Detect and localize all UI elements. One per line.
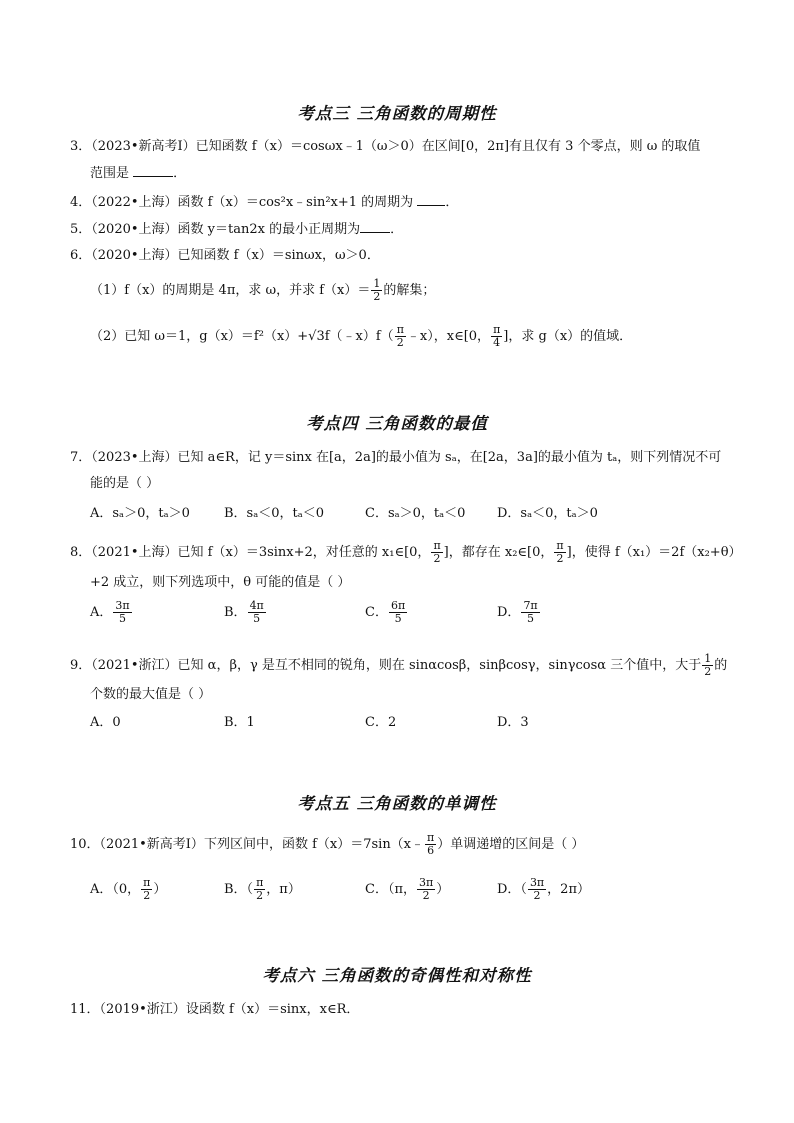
- option-a[interactable]: A． $\frac{3\pi}{5}$: [90, 599, 130, 625]
- answer-blank[interactable]: [133, 164, 173, 177]
- option-c[interactable]: C．sₐ＞0，tₐ＜0: [365, 506, 466, 521]
- fraction: $\frac{\pi}{2}$: [396, 323, 404, 349]
- fraction: $\frac{3\pi}{2}$: [529, 876, 545, 902]
- fraction: $\frac{7\pi}{5}$: [523, 599, 538, 625]
- question-10: 10．（2021•新高考Ⅰ）下列区间中，函数 f（x）＝7sin（x﹣ $\frac{\pi}{6}$ ）单调递增的区间是（ ）: [70, 831, 585, 857]
- fraction: $\frac{1}{2}$: [373, 277, 381, 303]
- question-8-line-2: +2 成立，则下列选项中，θ 可能的值是（ ）: [90, 575, 351, 590]
- question-9-line-1: 9．（2021•浙江）已知 α，β，γ 是互不相同的锐角，则在 sinαcosβ，sinβcosγ，sinγcosα 三个值中，大于 $\frac{1}{2}$ 的: [70, 652, 728, 678]
- fraction: $\frac{6\pi}{5}$: [390, 599, 406, 625]
- fraction: $\frac{\pi}{2}$: [433, 539, 441, 565]
- fraction: $\frac{\pi}{2}$: [256, 876, 264, 902]
- section-heading-6: 考点六 三角函数的奇偶性和对称性: [262, 966, 532, 985]
- option-b[interactable]: B．1: [224, 715, 255, 730]
- section-heading-3: 考点三 三角函数的周期性: [297, 104, 497, 123]
- section-heading-4: 考点四 三角函数的最值: [306, 414, 488, 433]
- option-b[interactable]: B．sₐ＜0，tₐ＜0: [224, 506, 325, 521]
- question-4: 4．（2022•上海）函数 f（x）＝cos²x﹣sin²x+1 的周期为 ．: [70, 195, 459, 210]
- question-3-line-1: 3．（2023•新高考Ⅰ）已知函数 f（x）＝cosωx﹣1（ω＞0）在区间[0，2π]有且仅有 3 个零点，则 ω 的取值: [70, 139, 701, 154]
- question-8-line-1: 8．（2021•上海）已知 f（x）＝3sinx+2，对任意的 x₁∈[0， $\frac{\pi}{2}$ ]，都存在 x₂∈[0， $\frac{\pi}{2}$ ]，使得 f（x₁）＝2f（x₂+θ）: [70, 539, 742, 565]
- fraction: $\frac{1}{2}$: [704, 652, 712, 678]
- option-a[interactable]: A．sₐ＞0，tₐ＞0: [90, 506, 190, 521]
- question-3-line-2: 范围是 ．: [90, 166, 187, 181]
- question-6-part-2: （2）已知 ω＝1，g（x）＝f²（x）+√3f（﹣x）f（ $\frac{\pi}{2}$ ﹣x），x∈[0， $\frac{\pi}{4}$ ]，求 g（x）的值域．: [90, 323, 633, 349]
- answer-blank[interactable]: [360, 220, 390, 233]
- fraction: $\frac{\pi}{4}$: [493, 323, 501, 349]
- option-c[interactable]: C． $\frac{6\pi}{5}$: [365, 599, 406, 625]
- question-9-line-2: 个数的最大值是（ ）: [90, 687, 212, 702]
- question-7-line-1: 7．（2023•上海）已知 a∈R，记 y＝sinx 在[a，2a]的最小值为 sₐ，在[2a，3a]的最小值为 tₐ，则下列情况不可: [70, 450, 722, 465]
- section-heading-5: 考点五 三角函数的单调性: [297, 794, 497, 813]
- option-a[interactable]: A．0: [90, 715, 121, 730]
- fraction: $\frac{\pi}{6}$: [427, 831, 435, 857]
- option-a[interactable]: A．（0， $\frac{\pi}{2}$ ）: [90, 876, 167, 902]
- question-6: 6．（2020•上海）已知函数 f（x）＝sinωx，ω＞0．: [70, 248, 380, 263]
- fraction: $\frac{\pi}{2}$: [143, 876, 151, 902]
- fraction: $\frac{3\pi}{2}$: [419, 876, 434, 902]
- fraction: $\frac{4\pi}{5}$: [249, 599, 264, 625]
- option-c[interactable]: C．（π， $\frac{3\pi}{2}$ ）: [365, 876, 450, 902]
- option-d[interactable]: D． $\frac{7\pi}{5}$: [497, 599, 538, 625]
- question-11: 11．（2019•浙江）设函数 f（x）＝sinx，x∈R．: [70, 1002, 360, 1017]
- question-7-line-2: 能的是（ ）: [90, 476, 160, 491]
- option-d[interactable]: D．sₐ＜0，tₐ＞0: [497, 506, 598, 521]
- fraction: $\frac{3\pi}{5}$: [115, 599, 130, 625]
- question-6-part-1: （1）f（x）的周期是 4π，求 ω，并求 f（x）＝ $\frac{1}{2}$ 的解集；: [90, 277, 436, 303]
- option-c[interactable]: C．2: [365, 715, 397, 730]
- option-d[interactable]: D．3: [497, 715, 529, 730]
- fraction: $\frac{\pi}{2}$: [556, 539, 564, 565]
- option-b[interactable]: B．（ $\frac{\pi}{2}$ ，π）: [224, 876, 301, 902]
- question-5: 5．（2020•上海）函数 y＝tan2x 的最小正周期为 ．: [70, 222, 404, 237]
- answer-blank[interactable]: [417, 193, 445, 206]
- option-d[interactable]: D．（ $\frac{3\pi}{2}$ ，2π）: [497, 876, 590, 902]
- option-b[interactable]: B． $\frac{4\pi}{5}$: [224, 599, 264, 625]
